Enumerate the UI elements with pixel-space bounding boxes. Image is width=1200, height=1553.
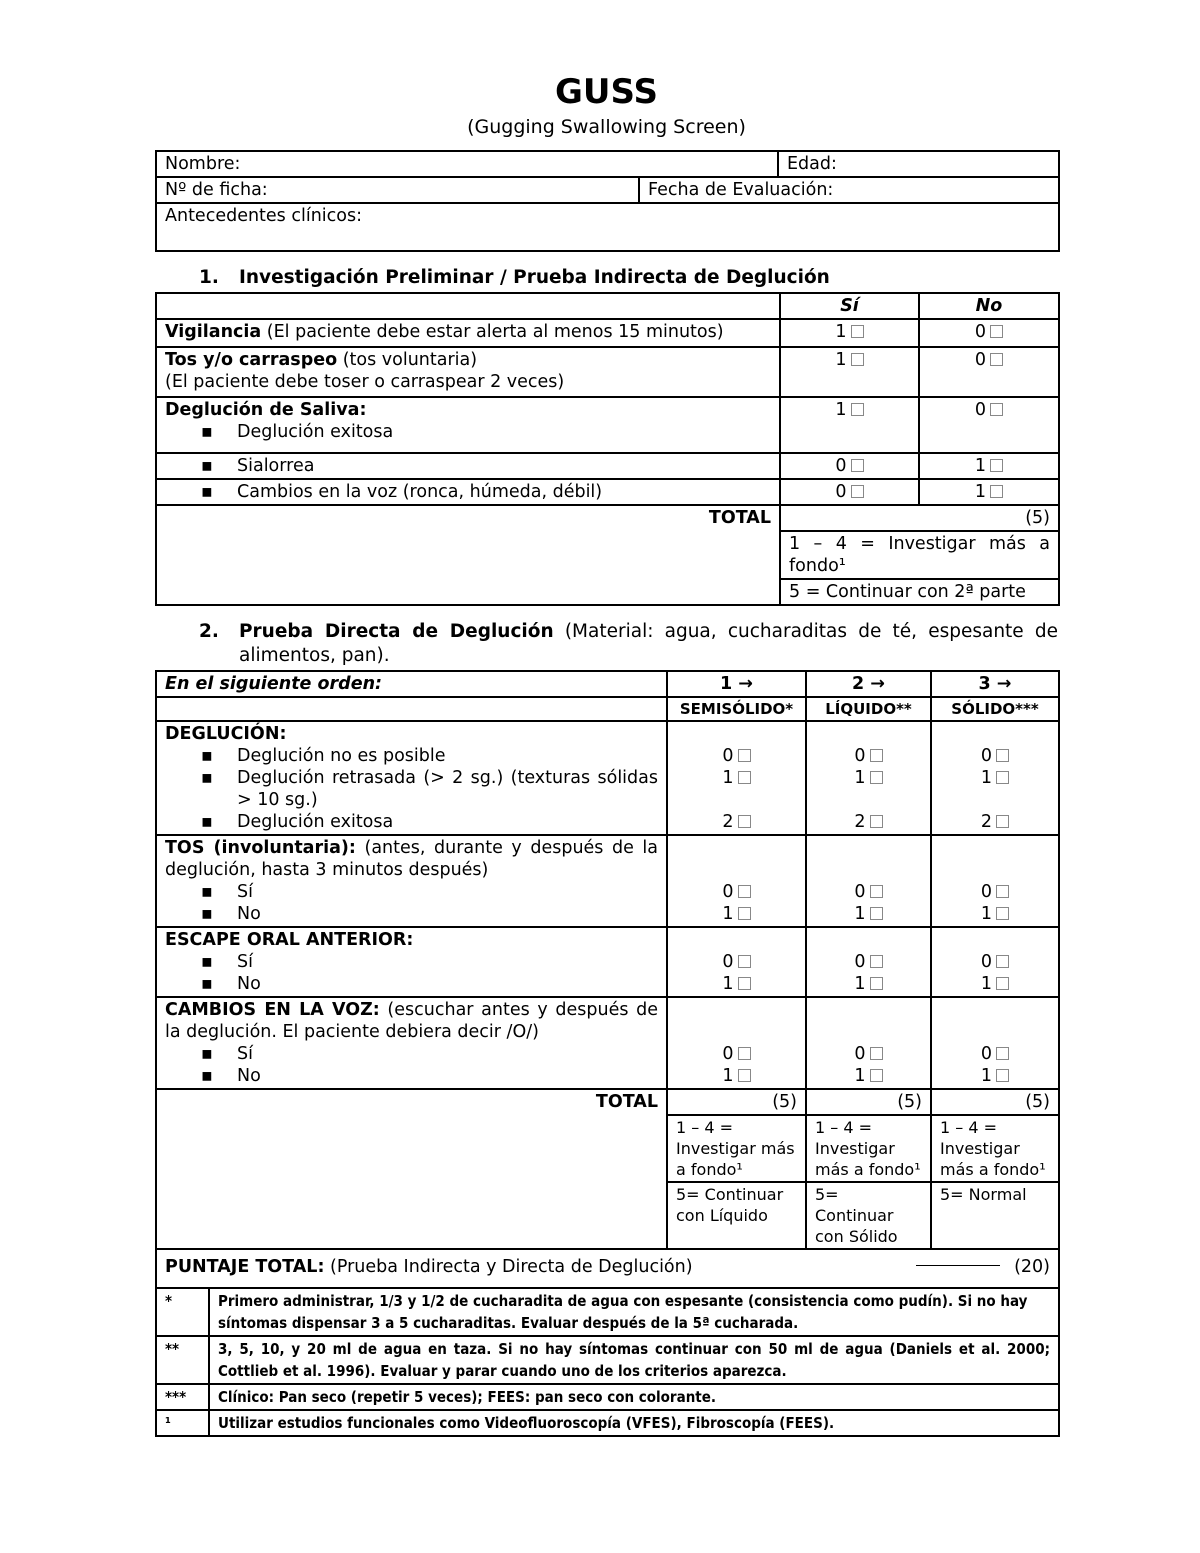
checkbox-icon bbox=[996, 1047, 1009, 1060]
score-checkbox[interactable]: 1 bbox=[919, 479, 1059, 505]
footnotes-table bbox=[155, 1289, 1060, 1437]
score-checkbox[interactable]: 1 bbox=[780, 319, 919, 347]
clinical-history-field[interactable]: Antecedentes clínicos: bbox=[156, 203, 1059, 251]
checkbox-icon bbox=[996, 815, 1009, 828]
checkbox-icon bbox=[996, 907, 1009, 920]
escape-scores[interactable]: 0 1 bbox=[931, 927, 1059, 997]
checkbox-icon bbox=[870, 907, 883, 920]
grand-total-value[interactable]: (20) bbox=[916, 1256, 1050, 1278]
score-checkbox[interactable]: 1 bbox=[919, 453, 1059, 479]
tos-scores[interactable]: 0 1 bbox=[667, 835, 806, 927]
section2-title: 2. Prueba Directa de Deglución (Material: agua, cucharaditas de té, espesante de alimentos, pan). bbox=[199, 621, 1058, 666]
checkbox-icon bbox=[738, 771, 751, 784]
semisolido-result-a: 1 – 4 = Investigar más a fondo¹ bbox=[667, 1115, 806, 1182]
row-vigilancia: Vigilancia (El paciente debe estar alerta al menos 15 minutos) bbox=[156, 319, 780, 347]
col-no: No bbox=[919, 293, 1059, 319]
score-checkbox[interactable]: 0 bbox=[919, 347, 1059, 397]
checkbox-icon bbox=[870, 885, 883, 898]
footnote-text: Primero administrar, 1/3 y 1/2 de cucharadita de agua con espesante (consistencia como pudín). Si no hay síntomas dispensar 3 a 5 cucharaditas. Evaluar después de la 5ª cucharada. bbox=[209, 1289, 1059, 1336]
semisolido-total[interactable]: (5) bbox=[667, 1089, 806, 1115]
voz-scores[interactable]: 0 1 bbox=[931, 997, 1059, 1089]
checkbox-icon bbox=[738, 907, 751, 920]
escape-scores[interactable]: 0 1 bbox=[806, 927, 931, 997]
checkbox-icon bbox=[738, 885, 751, 898]
checkbox-icon bbox=[990, 403, 1003, 416]
checkbox-icon bbox=[851, 325, 864, 338]
checkbox-icon bbox=[996, 749, 1009, 762]
voz-scores[interactable]: 0 1 bbox=[667, 997, 806, 1089]
checkbox-icon bbox=[996, 1069, 1009, 1082]
checkbox-icon bbox=[996, 955, 1009, 968]
footnote-mark: * bbox=[156, 1289, 209, 1336]
escape-scores[interactable]: 0 1 bbox=[667, 927, 806, 997]
row-deglucion-saliva: Deglución de Saliva: ▪ Deglución exitosa bbox=[156, 397, 780, 453]
checkbox-icon bbox=[738, 1069, 751, 1082]
checkbox-icon bbox=[996, 885, 1009, 898]
tos-scores[interactable]: 0 1 bbox=[806, 835, 931, 927]
checkbox-icon bbox=[851, 485, 864, 498]
score-checkbox[interactable]: 1 bbox=[780, 347, 919, 397]
checkbox-icon bbox=[870, 955, 883, 968]
section1-result-a: 1 – 4 = Investigar más a fondo¹ bbox=[780, 531, 1059, 579]
deglucion-scores[interactable]: 0 1 2 bbox=[806, 721, 931, 835]
deglucion-scores[interactable]: 0 1 2 bbox=[931, 721, 1059, 835]
section1-total-label: TOTAL bbox=[156, 505, 780, 605]
tos-scores[interactable]: 0 1 bbox=[931, 835, 1059, 927]
row-deglucion: DEGLUCIÓN: ▪ Deglución no es posible ▪ Deglución retrasada (> 2 sg.) (texturas sólidas > 10 sg.) ▪ Deglución exitosa bbox=[156, 721, 667, 835]
checkbox-icon bbox=[738, 749, 751, 762]
footnote-mark: ** bbox=[156, 1336, 209, 1384]
checkbox-icon bbox=[851, 459, 864, 472]
footnote-text: 3, 5, 10, y 20 ml de agua en taza. Si no hay síntomas continuar con 50 ml de agua (Daniels et al. 2000; Cottlieb et al. 1996). Evaluar y parar cuando uno de los criterios aparezca. bbox=[209, 1336, 1059, 1384]
section2-total-label: TOTAL bbox=[156, 1089, 667, 1249]
footnote-mark: ¹ bbox=[156, 1410, 209, 1436]
row-sialorrea: ▪ Sialorrea bbox=[156, 453, 780, 479]
col-semisolido: SEMISÓLIDO* bbox=[667, 697, 806, 721]
row-cambios-en-la-voz: CAMBIOS EN LA VOZ: (escuchar antes y después de la deglución. El paciente debiera decir /O/) ▪ Sí ▪ No bbox=[156, 997, 667, 1089]
checkbox-icon bbox=[990, 325, 1003, 338]
section2-table bbox=[155, 670, 1060, 1289]
grand-total-row: PUNTAJE TOTAL: (Prueba Indirecta y Directa de Deglución) (20) bbox=[156, 1249, 1059, 1288]
liquido-total[interactable]: (5) bbox=[806, 1089, 931, 1115]
col-step-2: 2 → bbox=[806, 671, 931, 697]
checkbox-icon bbox=[851, 353, 864, 366]
score-checkbox[interactable]: 1 bbox=[780, 397, 919, 453]
checkbox-icon bbox=[996, 771, 1009, 784]
solido-total[interactable]: (5) bbox=[931, 1089, 1059, 1115]
page-subtitle: (Gugging Swallowing Screen) bbox=[467, 116, 746, 138]
checkbox-icon bbox=[738, 815, 751, 828]
checkbox-icon bbox=[870, 1069, 883, 1082]
section1-total-value[interactable]: (5) bbox=[780, 505, 1059, 531]
checkbox-icon bbox=[996, 977, 1009, 990]
footnote-text: Clínico: Pan seco (repetir 5 veces); FEES: pan seco con colorante. bbox=[209, 1384, 1059, 1410]
footnote-text: Utilizar estudios funcionales como Videofluoroscopía (VFES), Fibroscopía (FEES). bbox=[209, 1410, 1059, 1436]
checkbox-icon bbox=[870, 815, 883, 828]
score-checkbox[interactable]: 0 bbox=[919, 397, 1059, 453]
row-cambios-voz: ▪ Cambios en la voz (ronca, húmeda, débil) bbox=[156, 479, 780, 505]
col-si: Sí bbox=[780, 293, 919, 319]
checkbox-icon bbox=[990, 459, 1003, 472]
checkbox-icon bbox=[738, 1047, 751, 1060]
semisolido-result-b: 5= Continuar con Líquido bbox=[667, 1182, 806, 1249]
checkbox-icon bbox=[851, 403, 864, 416]
col-solido: SÓLIDO*** bbox=[931, 697, 1059, 721]
section1-title: 1. Investigación Preliminar / Prueba Indirecta de Deglución bbox=[199, 267, 830, 288]
row-tos: Tos y/o carraspeo (tos voluntaria) (El paciente debe toser o carraspear 2 veces) bbox=[156, 347, 780, 397]
file-number-field[interactable]: Nº de ficha: bbox=[156, 177, 639, 203]
name-field[interactable]: Nombre: bbox=[156, 151, 778, 177]
checkbox-icon bbox=[870, 977, 883, 990]
checkbox-icon bbox=[738, 977, 751, 990]
checkbox-icon bbox=[870, 771, 883, 784]
patient-info-table bbox=[155, 150, 1060, 252]
checkbox-icon bbox=[738, 955, 751, 968]
evaluation-date-field[interactable]: Fecha de Evaluación: bbox=[639, 177, 1059, 203]
col-step-3: 3 → bbox=[931, 671, 1059, 697]
col-step-1: 1 → bbox=[667, 671, 806, 697]
row-tos-involuntaria: TOS (involuntaria): (antes, durante y después de la deglución, hasta 3 minutos después) ▪ Sí ▪ No bbox=[156, 835, 667, 927]
liquido-result-b: 5= Continuar con Sólido bbox=[806, 1182, 931, 1249]
checkbox-icon bbox=[990, 485, 1003, 498]
row-escape-oral: ESCAPE ORAL ANTERIOR: ▪ Sí ▪ No bbox=[156, 927, 667, 997]
score-checkbox[interactable]: 0 bbox=[780, 479, 919, 505]
deglucion-scores[interactable]: 0 1 2 bbox=[667, 721, 806, 835]
liquido-result-a: 1 – 4 = Investigar más a fondo¹ bbox=[806, 1115, 931, 1182]
score-checkbox[interactable]: 0 bbox=[780, 453, 919, 479]
age-field[interactable]: Edad: bbox=[778, 151, 1059, 177]
grand-total-line bbox=[916, 1265, 1000, 1266]
checkbox-icon bbox=[990, 353, 1003, 366]
order-label: En el siguiente orden: bbox=[156, 671, 667, 697]
voz-scores[interactable]: 0 1 bbox=[806, 997, 931, 1089]
checkbox-icon bbox=[870, 1047, 883, 1060]
checkbox-icon bbox=[870, 749, 883, 762]
section1-table bbox=[155, 292, 1060, 606]
footnote-mark: *** bbox=[156, 1384, 209, 1410]
guss-form bbox=[155, 70, 1058, 1437]
solido-result-a: 1 – 4 = Investigar más a fondo¹ bbox=[931, 1115, 1059, 1182]
col-liquido: LÍQUIDO** bbox=[806, 697, 931, 721]
score-checkbox[interactable]: 0 bbox=[919, 319, 1059, 347]
section1-result-b: 5 = Continuar con 2ª parte bbox=[780, 579, 1059, 605]
solido-result-b: 5= Normal bbox=[931, 1182, 1059, 1249]
page-title: GUSS bbox=[555, 72, 658, 112]
